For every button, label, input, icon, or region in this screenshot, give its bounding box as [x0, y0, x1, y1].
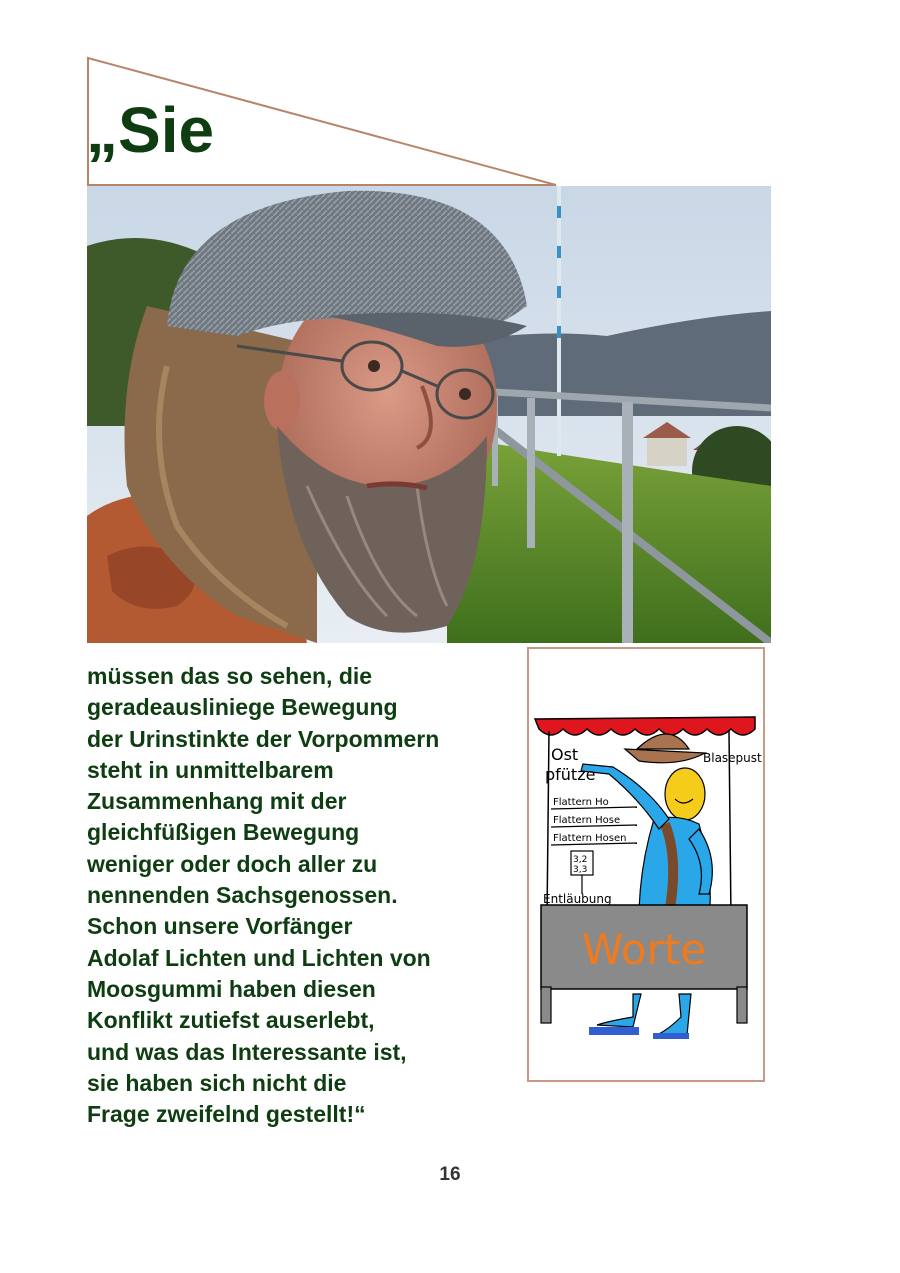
body-line: nennenden Sachsgenossen.: [87, 882, 398, 909]
body-line: Schon unsere Vorfänger: [87, 913, 353, 940]
shelf-item: Flattern Ho: [553, 797, 609, 808]
price-tag-bottom: 3,3: [573, 865, 588, 875]
sign-ost: Ost: [551, 745, 579, 764]
shelf-item: Flattern Hosen: [553, 833, 627, 844]
body-line: steht in unmittelbarem: [87, 756, 334, 783]
body-line: Frage zweifelnd gestellt!“: [87, 1101, 366, 1128]
sign-pfuetze: pfütze: [545, 765, 596, 784]
portrait-photo: [87, 186, 771, 643]
body-line: müssen das so sehen, die: [87, 663, 373, 689]
sign-blasepust: Blasepust: [703, 751, 762, 765]
cartoon-illustration: [527, 647, 765, 1082]
page-heading: „Sie: [86, 94, 215, 166]
body-line: Adolaf Lichten und Lichten von: [87, 944, 431, 971]
shelf-item: Flattern Hose: [553, 815, 621, 826]
body-line: und was das Interessante ist,: [87, 1038, 407, 1065]
counter-word: Worte: [581, 925, 707, 974]
sign-entlaubung: Entläubung: [543, 892, 612, 906]
body-line: geradeausliniege Bewegung: [87, 694, 398, 721]
price-tag-top: 3,2: [573, 855, 588, 865]
page-number: 16: [439, 1164, 461, 1185]
body-line: der Urinstinkte der Vorpommern: [87, 725, 440, 752]
body-line: Konflikt zutiefst auserlebt,: [87, 1007, 375, 1034]
body-paragraph: [87, 661, 517, 1130]
body-line: weniger oder doch aller zu: [87, 850, 378, 877]
body-line: sie haben sich nicht die: [87, 1069, 347, 1096]
body-line: Zusammenhang mit der: [87, 788, 347, 815]
body-line: Moosgummi haben diesen: [87, 975, 376, 1002]
body-line: gleichfüßigen Bewegung: [87, 819, 360, 846]
